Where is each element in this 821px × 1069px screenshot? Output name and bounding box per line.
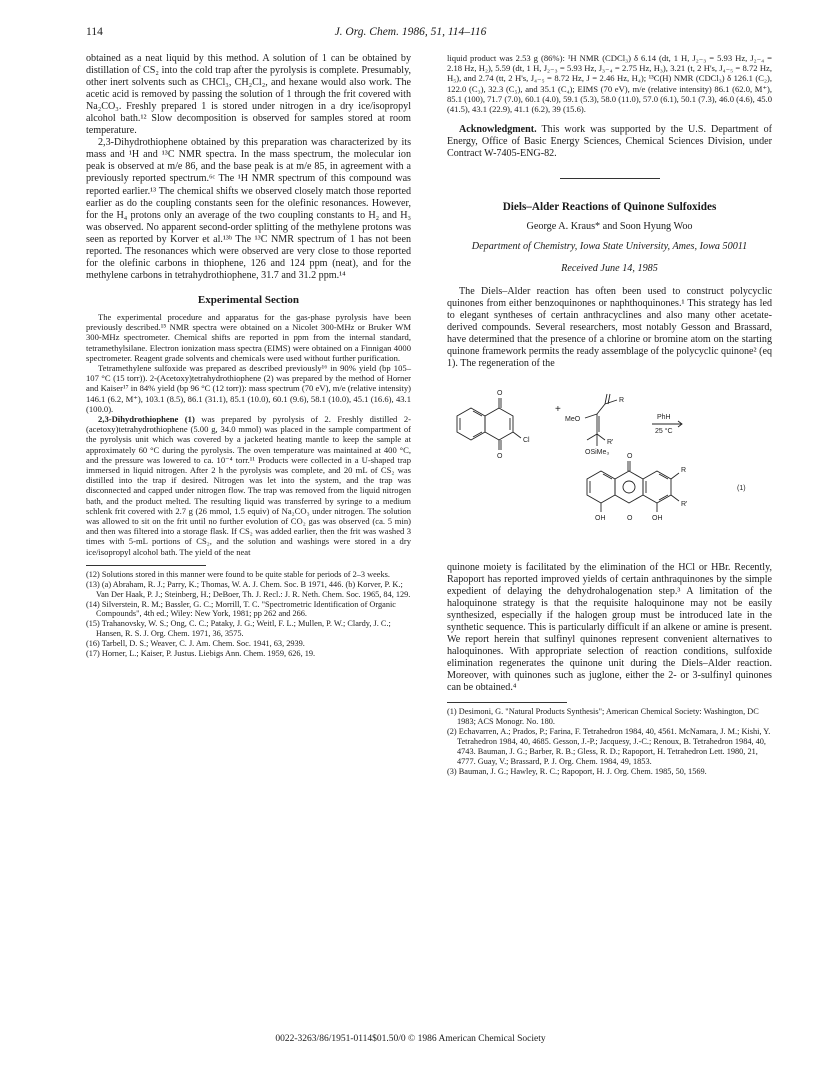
label-product-r: R <box>681 466 687 474</box>
label-oxygen-bottom: O <box>497 452 503 460</box>
label-oxygen-product-top: O <box>627 452 633 460</box>
label-temperature: 25 °C <box>655 427 673 435</box>
footnote: (16) Tarbell, D. S.; Weaver, C. J. Am. Chem. Soc. 1941, 63, 2939. <box>86 639 305 649</box>
paragraph <box>86 414 411 557</box>
anthraquinone-ring-middle <box>615 471 643 503</box>
footnote: (13) (a) Abraham, R. J.; Parry, K.; Thomas, W. A. J. Chem. Soc. B 1971, 446. (b) Korver, P. K.; Van Der Haak, P. J.; Steinberg, H.; DeBoer, Th. J. Recl.: J. R. Neth. Chem. Soc. 1965, 84, 129. <box>86 579 411 599</box>
section-title: Experimental Section <box>197 293 300 306</box>
paragraph: 2,3-Dihydrothiophene obtained by this preparation was characterized by its mass and ¹H and ¹³C NMR spectra. In the mass spectrum, the molecular ion peak is observed at m/e 86, and the base peak is at m/e 85, in agreement with a previously reported spectrum.⁶ᶜ The ¹H NMR spectrum of this compound was reported earlier.¹³ The chemical shifts we observed closely match those reported earlier as do the coupling constants seen for the olefinic resonances. However, for the H₄ protons only an average of the two coupling constants to H₂ and H₃ was observed. No apparent second-order splitting of the methylene protons was seen as reported by Korver et al.¹³ᵇ The ¹³C NMR spectrum of 1 has not been reported. The resonances which were observed are very close to those reported for the olefinic carbons in thiophene, 126 and 124 ppm (neat), and for the methylene carbons in tetrahydrothiophene, 31.7 and 31.2 ppm.¹⁴ <box>86 137 411 281</box>
quinone-ring-left <box>457 408 485 440</box>
label-methoxy: MeO <box>565 415 581 423</box>
footnote: (14) Silverstein, R. M.; Bassler, G. C.; Morrill, T. C. "Spectrometric Identification of Organic Compounds", 4th ed.; Wiley: New York, 1981; pp 262 and 266. <box>86 599 396 619</box>
experimental-body <box>86 312 411 557</box>
anthraquinone-ring-right <box>643 471 671 503</box>
footnote-rule <box>86 565 206 566</box>
label-r: R <box>619 396 625 404</box>
left-column <box>86 53 411 659</box>
footnote: (15) Trahanovsky, W. S.; Ong, C. C.; Pataky, J. G.; Weitl, F. L.; Mullen, P. W.; Clardy, J. C.; Hansen, R. S. J. Org. Chem. 1971, 36, 3575. <box>86 619 391 639</box>
paragraph: obtained as a neat liquid by this method. A solution of 1 can be obtained by distillation of CS₂ into the cold trap after the pyrolysis is complete. Presumably, other inert solvents such as CHCl₃, CH₂Cl₂, and hexane would also work. The acetic acid is removed by passing the solution of 1 through the frit covered with Na₂CO₃. Freshly prepared 1 is stored under nitrogen in a dry ice/isopropyl alcohol bath.¹² Slow decomposition is observed for samples stored at room temperature. <box>86 53 411 137</box>
footnote: (12) Solutions stored in this manner were found to be quite stable for periods of 2–3 weeks. <box>86 569 390 579</box>
reaction-scheme-drawing <box>447 376 772 556</box>
paragraph: quinone moiety is facilitated by the elimination of the HCl or HBr. Recently, Rapoport has reported improved yields of certain anthraquinones by the simple expedient of delaying the dehydrohalogenation step.³ A limitation of the haloquinone strategy is that the requisite haloquinone may not be easily synthesized, especially if the halogen group must be introduced late in the synthetic sequence. This is particularly difficult if an alkene or amine is present. We report herein that sulfinyl quinones represent convenient alternatives to haloquinones. With appropriate selection of reaction conditions, sulfoxide elimination regenerates the quinone unit during the Diels–Alder reaction. Moreover, with quinones such as juglone, either the 2- or 3-sulfinyl quinones can be obtained.⁴ <box>447 561 772 694</box>
reaction-scheme <box>447 376 772 556</box>
footnote: (1) Desimoni, G. "Natural Products Synthesis"; American Chemical Society: Washington, DC 1983; ACS Monogr. No. 180. <box>447 707 759 727</box>
label-silyl-ether: OSiMe₃ <box>585 448 610 456</box>
label-oxygen-middle: O <box>627 514 633 522</box>
label-hydroxyl-1: OH <box>595 514 606 522</box>
aromatic-ring-circle <box>623 481 635 493</box>
footnote-rule <box>447 702 567 703</box>
label-r-prime: R' <box>607 438 614 446</box>
ack-label: Acknowledgment. <box>459 124 537 136</box>
quinone-ring-right <box>485 408 513 440</box>
label-hydroxyl-2: OH <box>652 514 663 522</box>
label-chlorine: Cl <box>523 436 530 444</box>
paragraph-text: was prepared by pyrolysis of 2. Freshly distilled 2-(acetoxy)tetrahydrothiophene (5.00 g, 34.0 mmol) was placed in the sample compartment of the pyrolysis unit which was covered by a jacketed heating mantle to keep the sample at approximately 60 °C during the pyrolysis. The oven temperature was maintained at 400 °C, and the pressure was lowered to ca. 10⁻⁴ torr.¹¹ Products were collected in a U-shaped trap immersed in liquid nitrogen. After 2 h the pyrolysis was complete, and 20 mL of CS₂ was distilled into the trap if desired. Nitrogen was let into the system, and the trap was disconnected and capped under nitrogen flow. The trap was removed from the liquid nitrogen bath, and the product melted. The resulting liquid was transferred by syringe to a medium schlenk frit covered with 2.7 g (26 mmol, 1.5 equiv) of Na₂CO₃ under nitrogen. The solution was allowed to sit on the frit until no further evolution of CO₂ gas was observed (ca. 5 min) and then was filtered into a storage flask. If CS₂ was added earlier, then the frit was washed 3 times with 5-mL portions of CS₂, and the solution and washings were stored in a dry ice/isopropyl alcohol bath. The yield of the neat <box>86 413 411 557</box>
footnote: (3) Bauman, J. G.; Hawley, R. C.; Rapoport, H. J. Org. Chem. 1985, 50, 1569. <box>447 766 707 776</box>
label-product-r-prime: R' <box>681 500 688 508</box>
article-title: Diels–Alder Reactions of Quinone Sulfoxides <box>502 201 717 214</box>
label-plus: + <box>555 403 561 415</box>
paragraph: Tetramethylene sulfoxide was prepared as described previously¹⁶ in 90% yield (bp 105–107 °C (15 torr)). 2-(Acetoxy)tetrahydrothiophene (2) was prepared by the method of Horner and Kaiser¹⁷ in 84% yield (bp 96 °C (12 torr)): mass spectrum (70 eV), m/e (relative intensity) 146.1 (6.2, M⁺), 103.1 (8.5), 86.1 (31.1), 85.1 (10.0), 60.1 (9.6), 58.1 (10.0), 45.1 (16.6), 43.1 (100.0). <box>86 362 411 414</box>
paragraph: liquid product was 2.53 g (86%): ¹H NMR (CDCl₃) δ 6.14 (dt, 1 H, J₂₋₃ = 5.93 Hz, J₂₋₄ = 2.18 Hz, H₂), 5.59 (dt, 1 H, J₂₋₃ = 5.93 Hz, J₃₋₄ = 2.75 Hz, H₃), 3.21 (t, 2 H's, J₄₋₅ = 8.72 Hz, H₅), and 2.74 (tt, 2 H's, J₄₋₅ = 8.72 Hz, J = 2.46 Hz, H₄); ¹³C(H) NMR (CDCl₃) δ 126.1 (C₂), 122.0 (C₃), 32.3 (C₅), and 35.1 (C₄); EIMS (70 eV), m/e (relative intensity) 86.1 (62.0, M⁺), 85.1 (100), 71.7 (7.0), 60.1 (4.0), 59.1 (5.3), 58.0 (11.0), 57.0 (6.1), 50.1 (7.3), 46.0 (4.6), 45.0 (41.5), 43.1 (22.9), 41.1 (6.2), 39 (15.6). <box>447 53 772 115</box>
journal-header: J. Org. Chem. 1986, 51, 114–116 <box>334 26 487 38</box>
article-authors: George A. Kraus* and Soon Hyung Woo <box>526 221 693 233</box>
footnote: (2) Echavarren, A.; Prados, P.; Farina, F. Tetrahedron 1984, 40, 4561. McNamara, J. M.; Kishi, Y. Tetrahedron 1984, 40, 4685. Gesson, J.-P.; Jacquesy, J.-C.; Renoux, B. Tetrahedron 1984, 40, 4743. Bauman, J. G.; Barber, R. B.; Gless, R. D.; Rapoport, H. Tetrahedron Lett. 1980, 21, 4777. Guay, V.; Brassard, P. J. Org. Chem. 1984, 49, 1853. <box>447 727 771 766</box>
equation-number: (1) <box>737 484 746 492</box>
label-solvent: PhH <box>657 413 671 421</box>
paragraph: The experimental procedure and apparatus for the gas-phase pyrolysis have been previously described.¹⁵ NMR spectra were obtained on a Nicolet 300-MHz or Bruker WM 300-MHz spectrometer. Chemical shifts are reported in ppm from the internal standard, tetramethylsilane. Electron ionization mass spectra (EIMS) were obtained on a Finnigan 4000 spectrometer. Reagent grade solvents and chemicals were used without further purification. <box>86 311 411 363</box>
ack-text: This work was supported by the U.S. Department of Energy, Office of Basic Energy Sciences, Chemical Sciences Division, under Contract W-7405-ENG-82. <box>447 124 772 160</box>
article-affiliation: Department of Chemistry, Iowa State University, Ames, Iowa 50011 <box>471 241 748 253</box>
paragraph: The Diels–Alder reaction has often been used to construct polycyclic quinones from either benzoquinones or naphthoquinones.¹ This strategy has led to elegant syntheses of certain anthracyclines and also many other acetate-derived compounds. Several researchers, most notably Gesson and Brassard, have determined that the presence of a chlorine or bromine atom on the starting quinone framework permits the ready assemblage of the polycyclic quinone² (eq 1). The regeneration of the <box>447 285 772 369</box>
label-oxygen-top: O <box>497 389 503 397</box>
anthraquinone-ring-left <box>587 471 615 503</box>
article-divider <box>560 178 660 179</box>
diene-bond <box>597 404 605 414</box>
compound-name: 2,3-Dihydrothiophene (1) <box>98 413 195 424</box>
page-footer: 0022-3263/86/1951-0114$01.50/0 © 1986 American Chemical Society <box>275 1034 546 1044</box>
footnotes <box>86 570 411 659</box>
received-date: Received June 14, 1985 <box>561 263 658 275</box>
page-number: 114 <box>86 26 103 38</box>
footnotes <box>447 707 772 776</box>
footnote: (17) Horner, L.; Kaiser, P. Justus. Liebigs Ann. Chem. 1959, 626, 19. <box>86 649 316 659</box>
acknowledgment <box>447 124 772 160</box>
right-column <box>447 53 772 777</box>
